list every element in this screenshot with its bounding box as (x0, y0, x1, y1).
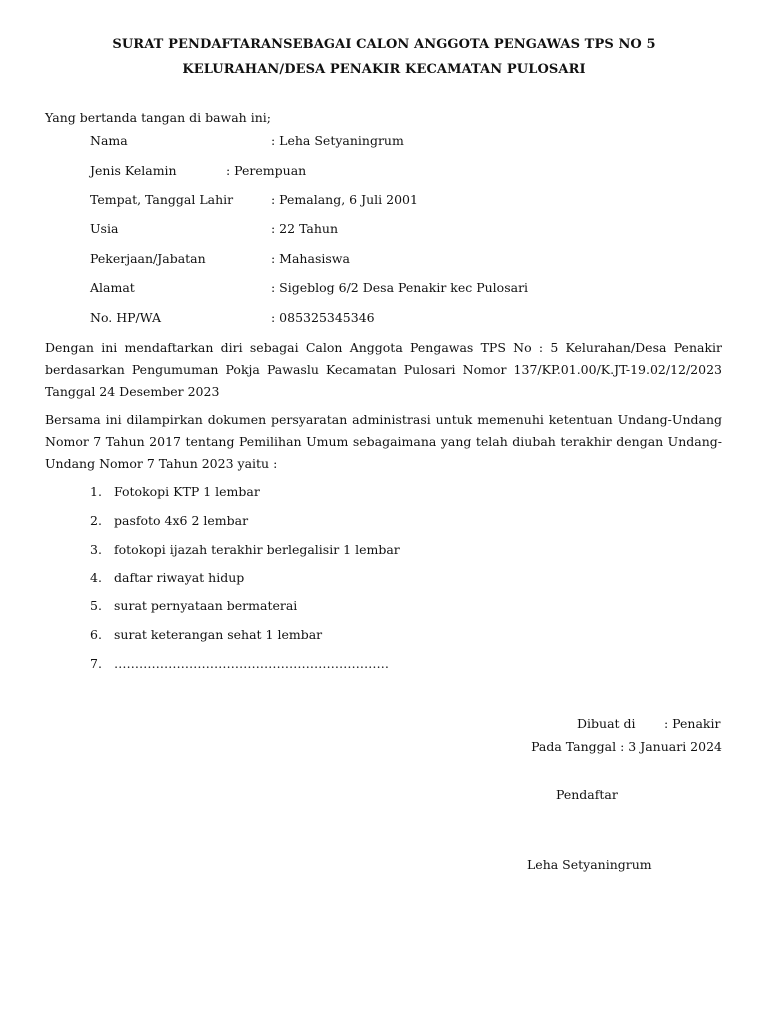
document-subtitle: KELURAHAN/DESA PENAKIR KECAMATAN PULOSARI (182, 62, 586, 77)
list-item: ………………………………………………………… (114, 656, 389, 671)
field-label-usia: Usia (90, 221, 119, 236)
field-value-pekerjaan: : Mahasiswa (271, 251, 350, 266)
field-value-nama: : Leha Setyaningrum (271, 133, 404, 148)
list-item-number: 6. (90, 627, 102, 642)
list-item: surat pernyataan bermaterai (114, 598, 298, 613)
field-value-jenis-kelamin: : Perempuan (226, 163, 307, 178)
made-at-label: Dibuat di (577, 716, 636, 731)
list-item: daftar riwayat hidup (114, 570, 245, 585)
field-value-hp: : 085325345346 (271, 310, 375, 325)
list-item-number: 1. (90, 484, 102, 499)
list-item-number: 7. (90, 656, 102, 671)
list-item-number: 5. (90, 598, 102, 613)
document-title: SURAT PENDAFTARANSEBAGAI CALON ANGGOTA PENGAWAS TPS NO 5 (112, 37, 656, 52)
signatory-name: Leha Setyaningrum (527, 857, 652, 872)
date-line: Pada Tanggal : 3 Januari 2024 (531, 739, 722, 754)
list-item-number: 2. (90, 513, 102, 528)
registration-paragraph: Dengan ini mendaftarkan diri sebagai Calon Anggota Pengawas TPS No : 5 Kelurahan/Desa Penakir berdasarkan Pengumuman Pokja Pawaslu Kecamatan Pulosari Nomor 137/KP.01.00/K.JT-19.02/12/2023 Tanggal 24 Desember 2023 (45, 340, 722, 399)
field-label-jenis-kelamin: Jenis Kelamin (90, 163, 177, 178)
list-item: pasfoto 4x6 2 lembar (114, 513, 249, 528)
list-item: fotokopi ijazah terakhir berlegalisir 1 lembar (114, 542, 400, 557)
field-label-nama: Nama (90, 133, 128, 148)
field-value-ttl: : Pemalang, 6 Juli 2001 (271, 192, 418, 207)
field-label-pekerjaan: Pekerjaan/Jabatan (90, 251, 206, 266)
list-item-number: 4. (90, 570, 102, 585)
field-label-hp: No. HP/WA (90, 310, 161, 325)
list-item: Fotokopi KTP 1 lembar (114, 484, 260, 499)
field-label-ttl: Tempat, Tanggal Lahir (90, 192, 234, 207)
made-at-value: : Penakir (664, 716, 721, 731)
list-item: surat keterangan sehat 1 lembar (114, 627, 323, 642)
intro-text: Yang bertanda tangan di bawah ini; (45, 110, 271, 125)
field-value-alamat: : Sigeblog 6/2 Desa Penakir kec Pulosari (271, 280, 529, 295)
signatory-role: Pendaftar (556, 787, 618, 802)
field-label-alamat: Alamat (90, 280, 135, 295)
list-item-number: 3. (90, 542, 102, 557)
attachment-paragraph: Bersama ini dilampirkan dokumen persyaratan administrasi untuk memenuhi ketentuan Undang-Undang Nomor 7 Tahun 2017 tentang Pemilihan Umum sebagaimana yang telah diubah terakhir dengan Undang-Undang Nomor 7 Tahun 2023 yaitu : (45, 412, 722, 471)
field-value-usia: : 22 Tahun (271, 221, 339, 236)
